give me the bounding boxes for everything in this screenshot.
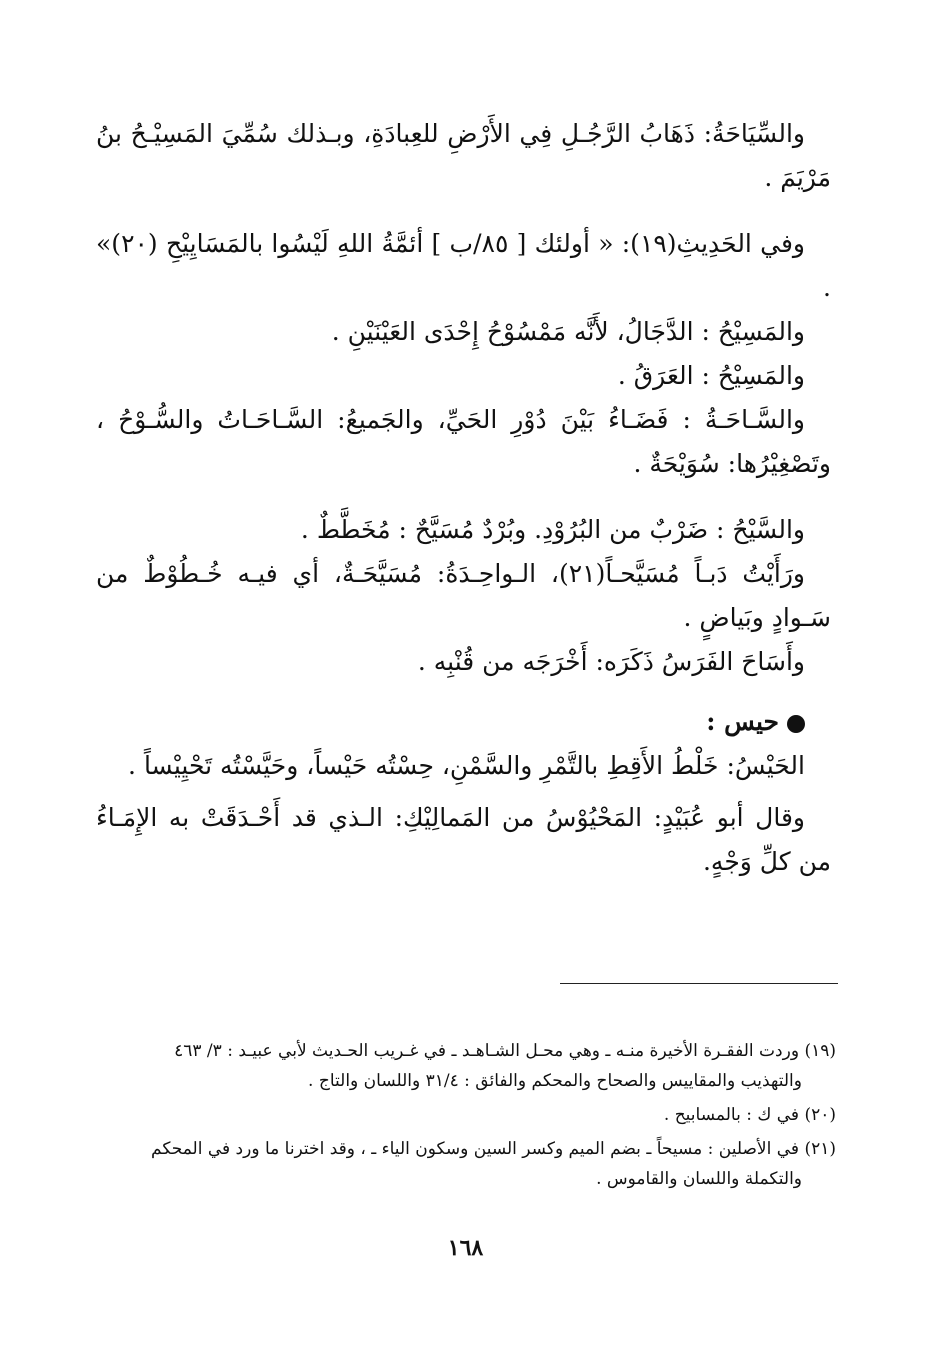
- paragraph-saha: والسَّـاحَـةُ : فَضَـاءُ بَيْنَ دُوْرِ الحَيِّ، والجَميعُ: السَّـاحَـاتُ والسُّـوْحُ ، وتَصْغِيْرُها: سُوَيْحَةٌ .: [96, 405, 831, 478]
- section-heading-text: حيس :: [706, 707, 779, 736]
- paragraph-hadith: وفي الحَدِيثِ(١٩): « أولئك [ ٨٥/ب ] أئمَّةُ اللهِ لَيْسُوا بالمَسَايِيْحِ (٢٠)» .: [96, 229, 831, 302]
- footnotes: [96, 1036, 836, 1194]
- paragraph-sayh: والسَّيْحُ : ضَرْبٌ من البُرُوْدِ. وبُرْدٌ مُسَيَّحٌ : مُخَطَّطٌ .: [300, 515, 805, 544]
- paragraph-siyaha: والسِّيَاحَةُ: ذَهَابُ الرَّجُـلِ فِي الأَرْضِ للعِبادَةِ، وبـذلك سُمِّيَ المَسِيْـحُ بنُ مَرْيَمَ .: [96, 119, 831, 192]
- section-heading-hays: [96, 700, 831, 744]
- paragraph-masih-dajjal: والمَسِيْحُ : الدَّجَالُ، لأَنَّه مَمْسُوْحُ إِحْدَى العَيْنَيْنِ .: [331, 317, 805, 346]
- page-number: ١٦٨: [447, 1235, 484, 1261]
- paragraph-asaha: وأَسَاحَ الفَرَسُ ذَكَرَه: أَخْرَجَه من قُنْبِه .: [417, 647, 805, 676]
- paragraph-masih-araq: والمَسِيْحُ : العَرَقُ .: [617, 361, 805, 390]
- paragraph-hays: الحَيْسُ: خَلْطُ الأَقِطِ بالتَّمْرِ والسَّمْنِ، حِسْتُه حَيْساً، وحَيَّسْتُه تَحْيِيْساً .: [128, 751, 805, 780]
- footnote-divider: [560, 983, 838, 984]
- main-text: [96, 112, 831, 884]
- footnote-21: (٢١) في الأصلين : مسيحاً ـ بضم الميم وكسر السين وسكون الياء ـ ، وقد اخترنا ما ورد في المحكم: [151, 1139, 836, 1159]
- paragraph-abu-ubayd: وقال أبو عُبَيْدٍ: المَحْيُوْسُ من المَمالِيْكِ: الـذي قد أَحْـدَقَتْ به الإِمَـاءُ من كلِّ وَجْهٍ.: [96, 803, 831, 876]
- footnote-19-continuation: والتهذيب والمقاييس والصحاح والمحكم والفائق : ٣١/٤ واللسان والتاج .: [308, 1071, 802, 1091]
- footnote-20: (٢٠) في ك : بالمسابيح .: [663, 1105, 836, 1125]
- footnote-19: (١٩) وردت الفقـرة الأخيرة منـه ـ وهي محـل الشـاهـد ـ في غـريب الحـديث لأبي عبيـد : ٣/ ٤٦٣: [174, 1041, 836, 1061]
- bullet-icon: [787, 715, 805, 733]
- footnote-21-continuation: والتكملة واللسان والقاموس .: [596, 1169, 802, 1189]
- paragraph-dabba: ورَأَيْتُ دَبـاً مُسَيَّحـاً(٢١)، الـواحِـدَةُ: مُسَيَّحَـةٌ، أي فيـه خُـطُوْطٌ من سَـوادٍ وبَياضٍ .: [96, 559, 831, 632]
